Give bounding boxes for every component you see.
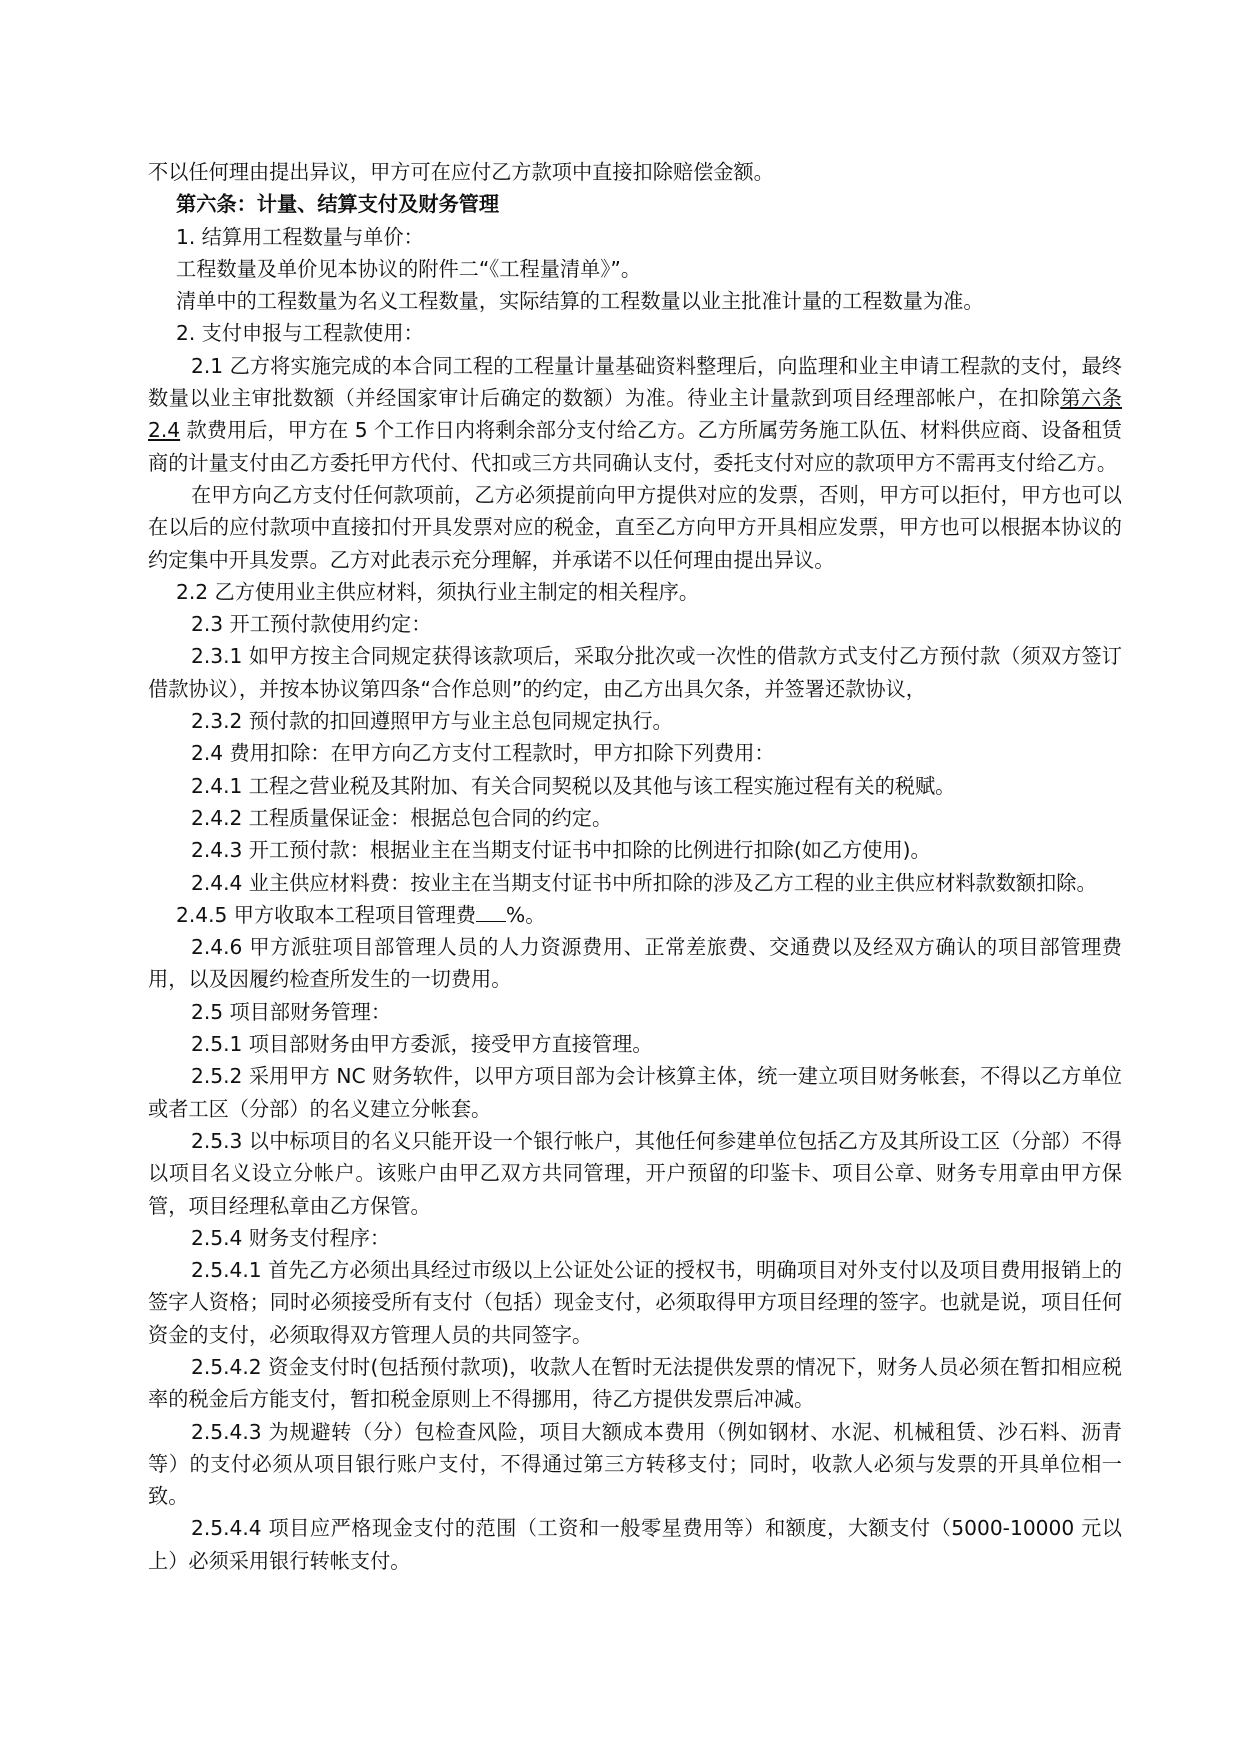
clause-2-3-2: 2.3.2 预付款的扣回遵照甲方与业主总包同规定执行。 (191, 709, 673, 734)
clause-2-4-5-text: 2.4.5 甲方收取本工程项目管理费 (176, 902, 477, 927)
clause-1-text-a: 工程数量及单价见本协议的附件二“《工程量清单》”。 (176, 256, 642, 281)
clause-2-4-3: 2.4.3 开工预付款：根据业主在当期支付证书中扣除的比例进行扣除(如乙方使用)。 (191, 838, 931, 863)
clause-2-5-4-2: 2.5.4.2 资金支付时(包括预付款项)，收款人在暂时无法提供发票的情况下，财务人员必须在暂扣相应税率的税金后方能支付，暂扣税金原则上不得挪用，待乙方提供发票后冲减。 (148, 1354, 1122, 1412)
clause-2-5: 2.5 项目部财务管理： (191, 999, 392, 1024)
clause-2-5-2: 2.5.2 采用甲方 NC 财务软件，以甲方项目部为会计核算主体，统一建立项目财务帐套，不得以乙方单位或者工区（分部）的名义建立分帐套。 (148, 1064, 1122, 1121)
clause-2-4: 2.4 费用扣除：在甲方向乙方支付工程款时，甲方扣除下列费用： (191, 741, 775, 766)
clause-2-5-4-4: 2.5.4.4 项目应严格现金支付的范围（工资和一般零星费用等）和额度，大额支付（5000-10000 元以上）必须采用银行转帐支付。 (148, 1516, 1122, 1573)
paragraph-continuation: 不以任何理由提出异议，甲方可在应付乙方款项中直接扣除赔偿金额。 (148, 160, 774, 184)
clause-2-2: 2.2 乙方使用业主供应材料，须执行业主制定的相关程序。 (176, 579, 700, 604)
invoice-paragraph: 在甲方向乙方支付任何款项前，乙方必须提前向甲方提供对应的发票，否则，甲方可以拒付，甲方也可以在以后的应付款项中直接扣付开具发票对应的税金，直至乙方向甲方开具相应发票，甲方也可以根据本协议的约定集中开具发票。乙方对此表示充分理解，并承诺不以任何理由提出异议。 (148, 482, 1122, 572)
clause-2-5-4: 2.5.4 财务支付程序： (191, 1225, 391, 1250)
clause-2-4-5-suffix: %。 (506, 902, 546, 927)
clause-1-title: 1. 结算用工程数量与单价： (176, 224, 424, 249)
clause-2-1-text-after: 款费用后，甲方在 5 个工作日内将剩余部分支付给乙方。乙方所属劳务施工队伍、材料供应商、设备租赁商的计量支付由乙方委托甲方代付、代扣或三方共同确认支付，委托支付对应的款项甲方不需再支付给乙方。 (148, 418, 1122, 475)
clause-2-4-5 (148, 899, 1122, 931)
clause-2-title: 2. 支付申报与工程款使用： (176, 321, 424, 346)
clause-2-5-4-1: 2.5.4.1 首先乙方必须出具经过市级以上公证处公证的授权书，明确项目对外支付以及项目费用报销上的签字人资格；同时必须接受所有支付（包括）现金支付，必须取得甲方项目经理的签字。也就是说，项目任何资金的支付，必须取得双方管理人员的共同签字。 (148, 1258, 1122, 1347)
clause-2-5-3: 2.5.3 以中标项目的名义只能开设一个银行帐户，其他任何参建单位包括乙方及其所设工区（分部）不得以项目名义设立分帐户。该账户由甲乙双方共同管理，开户预留的印鉴卡、项目公章、财务专用章由甲方保管，项目经理私章由乙方保管。 (148, 1128, 1122, 1218)
clause-reference-link: 第六条 2.4 (148, 386, 1122, 443)
clause-2-5-1: 2.5.1 项目部财务由甲方委派，接受甲方直接管理。 (191, 1032, 653, 1057)
clause-2-1 (148, 350, 1122, 479)
fill-in-blank (476, 901, 506, 922)
clause-1-text-b: 清单中的工程数量为名义工程数量，实际结算的工程数量以业主批准计量的工程数量为准。 (176, 289, 984, 314)
clause-2-4-6: 2.4.6 甲方派驻项目部管理人员的人力资源费用、正常差旅费、交通费以及经双方确认的项目部管理费用，以及因履约检查所发生的一切费用。 (148, 935, 1122, 992)
clause-2-4-1: 2.4.1 工程之营业税及其附加、有关合同契税以及其他与该工程实施过程有关的税赋。 (191, 773, 956, 798)
clause-2-4-2: 2.4.2 工程质量保证金：根据总包合同的约定。 (191, 805, 613, 830)
clause-2-1-text: 2.1 乙方将实施完成的本合同工程的工程量计量基础资料整理后，向监理和业主申请工程款的支付，最终数量以业主审批数额（并经国家审计后确定的数额）为准。待业主计量款到项目经理部帐户，在扣除 (148, 353, 1122, 411)
clause-2-3: 2.3 开工预付款使用约定： (191, 612, 432, 637)
clause-2-3-1: 2.3.1 如甲方按主合同规定获得该款项后，采取分批次或一次性的借款方式支付乙方预付款（须双方签订借款协议），并按本协议第四条“合作总则”的约定，由乙方出具欠条，并签署还款协议， (148, 644, 1122, 701)
clause-2-5-4-3: 2.5.4.3 为规避转（分）包检查风险，项目大额成本费用（例如钢材、水泥、机械租赁、沙石料、沥青等）的支付必须从项目银行账户支付，不得通过第三方转移支付；同时，收款人必须与发票的开具单位相一致。 (148, 1419, 1122, 1509)
clause-2-4-4: 2.4.4 业主供应材料费：按业主在当期支付证书中所扣除的涉及乙方工程的业主供应材料款数额扣除。 (191, 870, 1097, 895)
article-6-heading: 第六条：计量、结算支付及财务管理 (176, 192, 500, 217)
